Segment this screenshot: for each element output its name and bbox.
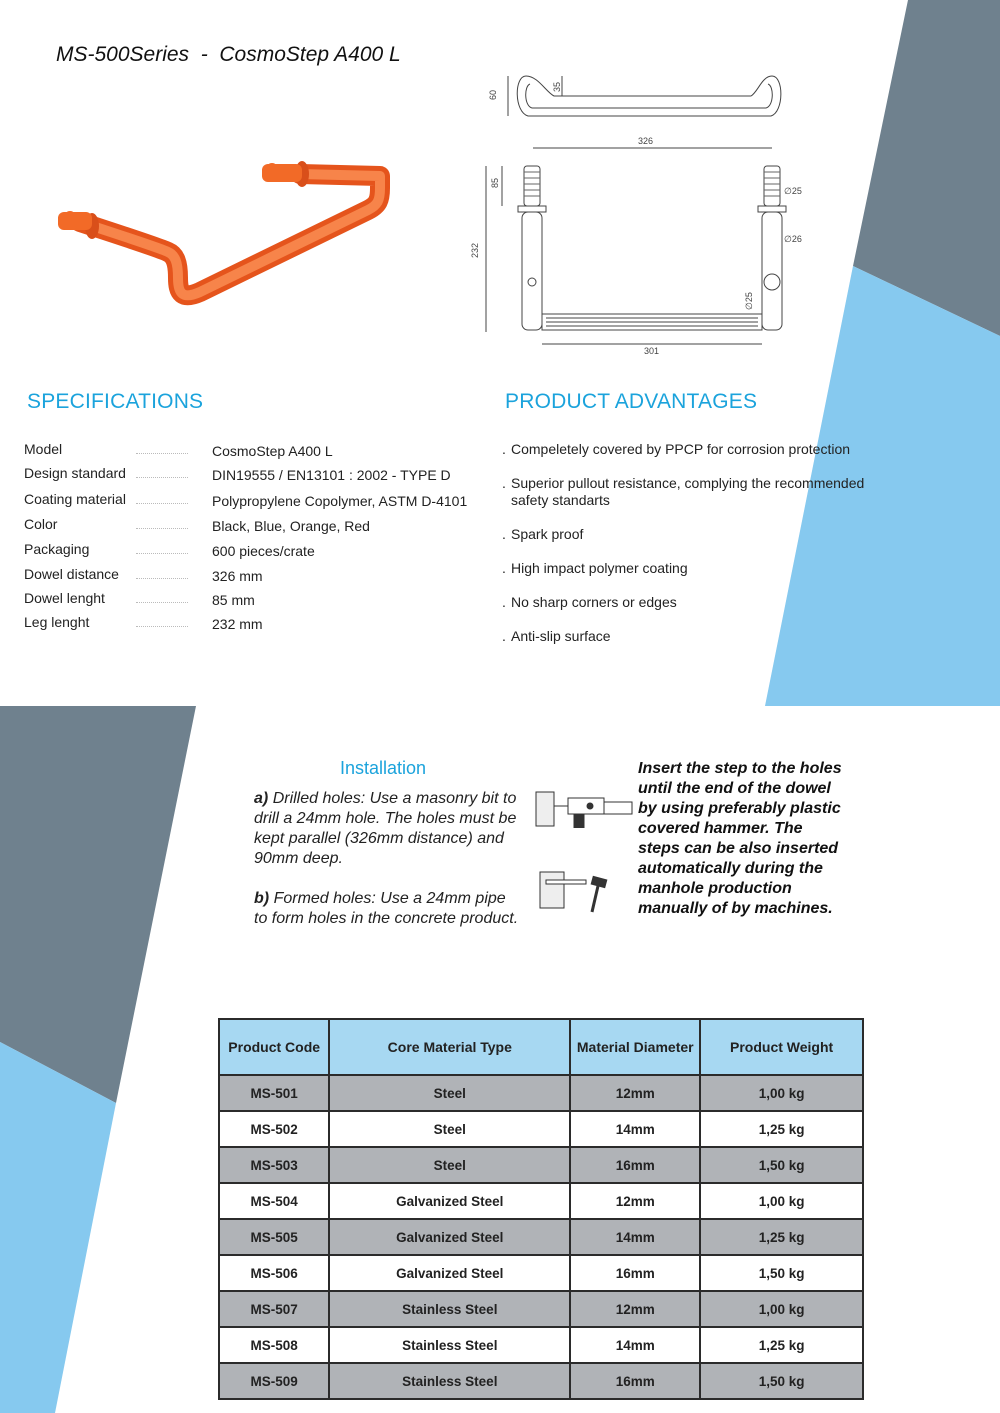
spec-label: Packaging [24, 541, 90, 557]
cell-product-code: MS-506 [219, 1255, 329, 1291]
col-header-core-material: Core Material Type [329, 1019, 570, 1075]
dim-width-inner: 301 [644, 346, 660, 356]
spec-leader [136, 553, 188, 554]
cell-product-code: MS-508 [219, 1327, 329, 1363]
cell-product-weight: 1,25 kg [700, 1219, 863, 1255]
spec-row-dowel-length [24, 590, 494, 612]
spec-value: Polypropylene Copolymer, ASTM D-4101 [212, 493, 468, 509]
cell-product-weight: 1,50 kg [700, 1255, 863, 1291]
cell-core-material: Galvanized Steel [329, 1255, 570, 1291]
spec-leader [136, 578, 188, 579]
cell-material-diameter: 16mm [570, 1147, 700, 1183]
table-row [219, 1255, 863, 1291]
cell-product-weight: 1,25 kg [700, 1111, 863, 1147]
spec-label: Coating material [24, 491, 126, 507]
cell-product-weight: 1,00 kg [700, 1075, 863, 1111]
advantage-text: No sharp corners or edges [511, 594, 677, 610]
advantage-item [502, 628, 892, 645]
spec-row-color [24, 516, 494, 538]
spec-row-design-standard [24, 465, 494, 487]
dim-d2: ∅26 [784, 234, 802, 244]
table-row [219, 1363, 863, 1399]
table-header-row [219, 1019, 863, 1075]
cell-product-code: MS-501 [219, 1075, 329, 1111]
cell-product-weight: 1,00 kg [700, 1183, 863, 1219]
cell-product-weight: 1,50 kg [700, 1147, 863, 1183]
cell-core-material: Stainless Steel [329, 1363, 570, 1399]
spec-leader [136, 503, 188, 504]
cell-material-diameter: 14mm [570, 1111, 700, 1147]
installation-step-a [254, 789, 522, 869]
installation-heading: Installation [340, 758, 427, 778]
page-title: MS-500Series - CosmoStep A400 L [56, 43, 401, 66]
cell-core-material: Steel [329, 1075, 570, 1111]
cell-product-weight: 1,25 kg [700, 1327, 863, 1363]
cell-material-diameter: 14mm [570, 1219, 700, 1255]
spec-row-coating-material [24, 491, 494, 513]
hammer-icon [538, 870, 620, 916]
cell-product-code: MS-505 [219, 1219, 329, 1255]
cell-material-diameter: 14mm [570, 1327, 700, 1363]
table-row [219, 1183, 863, 1219]
advantages-heading: PRODUCT ADVANTAGES [505, 390, 758, 413]
bullet: . [502, 560, 506, 576]
spec-label: Dowel lenght [24, 590, 105, 606]
advantage-text: Anti-slip surface [511, 628, 611, 644]
col-header-product-weight: Product Weight [700, 1019, 863, 1075]
spec-label: Design standard [24, 465, 126, 481]
table-row [219, 1327, 863, 1363]
cell-product-code: MS-507 [219, 1291, 329, 1327]
step-label: b) [254, 890, 270, 907]
slate-band-left [0, 706, 196, 1103]
cell-product-weight: 1,50 kg [700, 1363, 863, 1399]
spec-row-packaging [24, 541, 494, 563]
cell-core-material: Steel [329, 1111, 570, 1147]
orange-step-photo-icon [50, 150, 390, 310]
dim-d3: ∅25 [744, 292, 754, 310]
spec-row-model [24, 441, 494, 463]
cell-material-diameter: 16mm [570, 1363, 700, 1399]
spec-row-leg-length [24, 614, 494, 636]
table-row [219, 1219, 863, 1255]
cell-material-diameter: 12mm [570, 1291, 700, 1327]
dim-d1: ∅25 [784, 186, 802, 196]
spec-row-dowel-distance [24, 566, 494, 588]
col-header-material-diameter: Material Diameter [570, 1019, 700, 1075]
sky-band-left [0, 1042, 116, 1413]
advantage-item [502, 594, 892, 611]
spec-value: 600 pieces/crate [212, 543, 315, 559]
advantage-item [502, 526, 892, 543]
cell-material-diameter: 12mm [570, 1075, 700, 1111]
bullet: . [502, 441, 506, 457]
bullet: . [502, 526, 506, 542]
installation-step-b [254, 889, 522, 929]
spec-leader [136, 477, 188, 478]
cell-product-code: MS-504 [219, 1183, 329, 1219]
cell-core-material: Stainless Steel [329, 1291, 570, 1327]
col-header-product-code: Product Code [219, 1019, 329, 1075]
spec-leader [136, 626, 188, 627]
cell-product-code: MS-509 [219, 1363, 329, 1399]
cell-product-weight: 1,00 kg [700, 1291, 863, 1327]
cell-material-diameter: 16mm [570, 1255, 700, 1291]
cell-core-material: Galvanized Steel [329, 1219, 570, 1255]
table-row [219, 1075, 863, 1111]
table-row [219, 1111, 863, 1147]
spec-label: Color [24, 516, 58, 532]
bullet: . [502, 628, 506, 644]
spec-value: CosmoStep A400 L [212, 443, 333, 459]
installation-note: Insert the step to the holes until the end of the dowel by using preferably plastic covered hammer. The steps can be also inserted automatically during the manhole production manually of by machines. [638, 760, 842, 917]
advantage-item [502, 475, 892, 509]
cell-core-material: Stainless Steel [329, 1327, 570, 1363]
step-text: Formed holes: Use a 24mm pipe to form holes in the concrete product. [254, 890, 519, 927]
spec-leader [136, 602, 188, 603]
dim-top-depth: 35 [552, 81, 562, 92]
spec-value: 326 mm [212, 568, 263, 584]
advantage-text: Superior pullout resistance, complying the recommended safety standarts [511, 475, 865, 508]
table-row [219, 1147, 863, 1183]
table-row [219, 1291, 863, 1327]
spec-label: Model [24, 441, 63, 457]
spec-label: Dowel distance [24, 566, 119, 582]
dim-dowel: 85 [490, 177, 500, 188]
spec-leader [136, 528, 188, 529]
dim-top-height: 60 [488, 89, 498, 100]
cell-product-code: MS-502 [219, 1111, 329, 1147]
specifications-heading: SPECIFICATIONS [27, 390, 204, 413]
spec-value: DIN19555 / EN13101 : 2002 - TYPE D [212, 467, 451, 483]
cell-core-material: Galvanized Steel [329, 1183, 570, 1219]
spec-value: Black, Blue, Orange, Red [212, 518, 370, 534]
advantage-item [502, 560, 892, 577]
dim-leg: 232 [470, 242, 480, 258]
advantage-text: Spark proof [511, 526, 584, 542]
product-table [218, 1018, 864, 1400]
advantage-item [502, 441, 892, 458]
spec-value: 232 mm [212, 616, 263, 632]
spec-label: Leg lenght [24, 614, 90, 630]
technical-drawing-icon [466, 62, 826, 362]
step-label: a) [254, 790, 269, 807]
advantage-text: Compeletely covered by PPCP for corrosion protection [511, 441, 851, 457]
spec-value: 85 mm [212, 592, 255, 608]
advantage-text: High impact polymer coating [511, 560, 688, 576]
drill-icon [534, 788, 638, 828]
cell-product-code: MS-503 [219, 1147, 329, 1183]
step-text: Drilled holes: Use a masonry bit to drill a 24mm hole. The holes must be kept parallel (326mm distance) and 90mm deep. [254, 790, 517, 867]
dim-width-outer: 326 [638, 136, 654, 146]
cell-core-material: Steel [329, 1147, 570, 1183]
spec-leader [136, 453, 188, 454]
bullet: . [502, 594, 506, 610]
bullet: . [502, 475, 506, 491]
cell-material-diameter: 12mm [570, 1183, 700, 1219]
